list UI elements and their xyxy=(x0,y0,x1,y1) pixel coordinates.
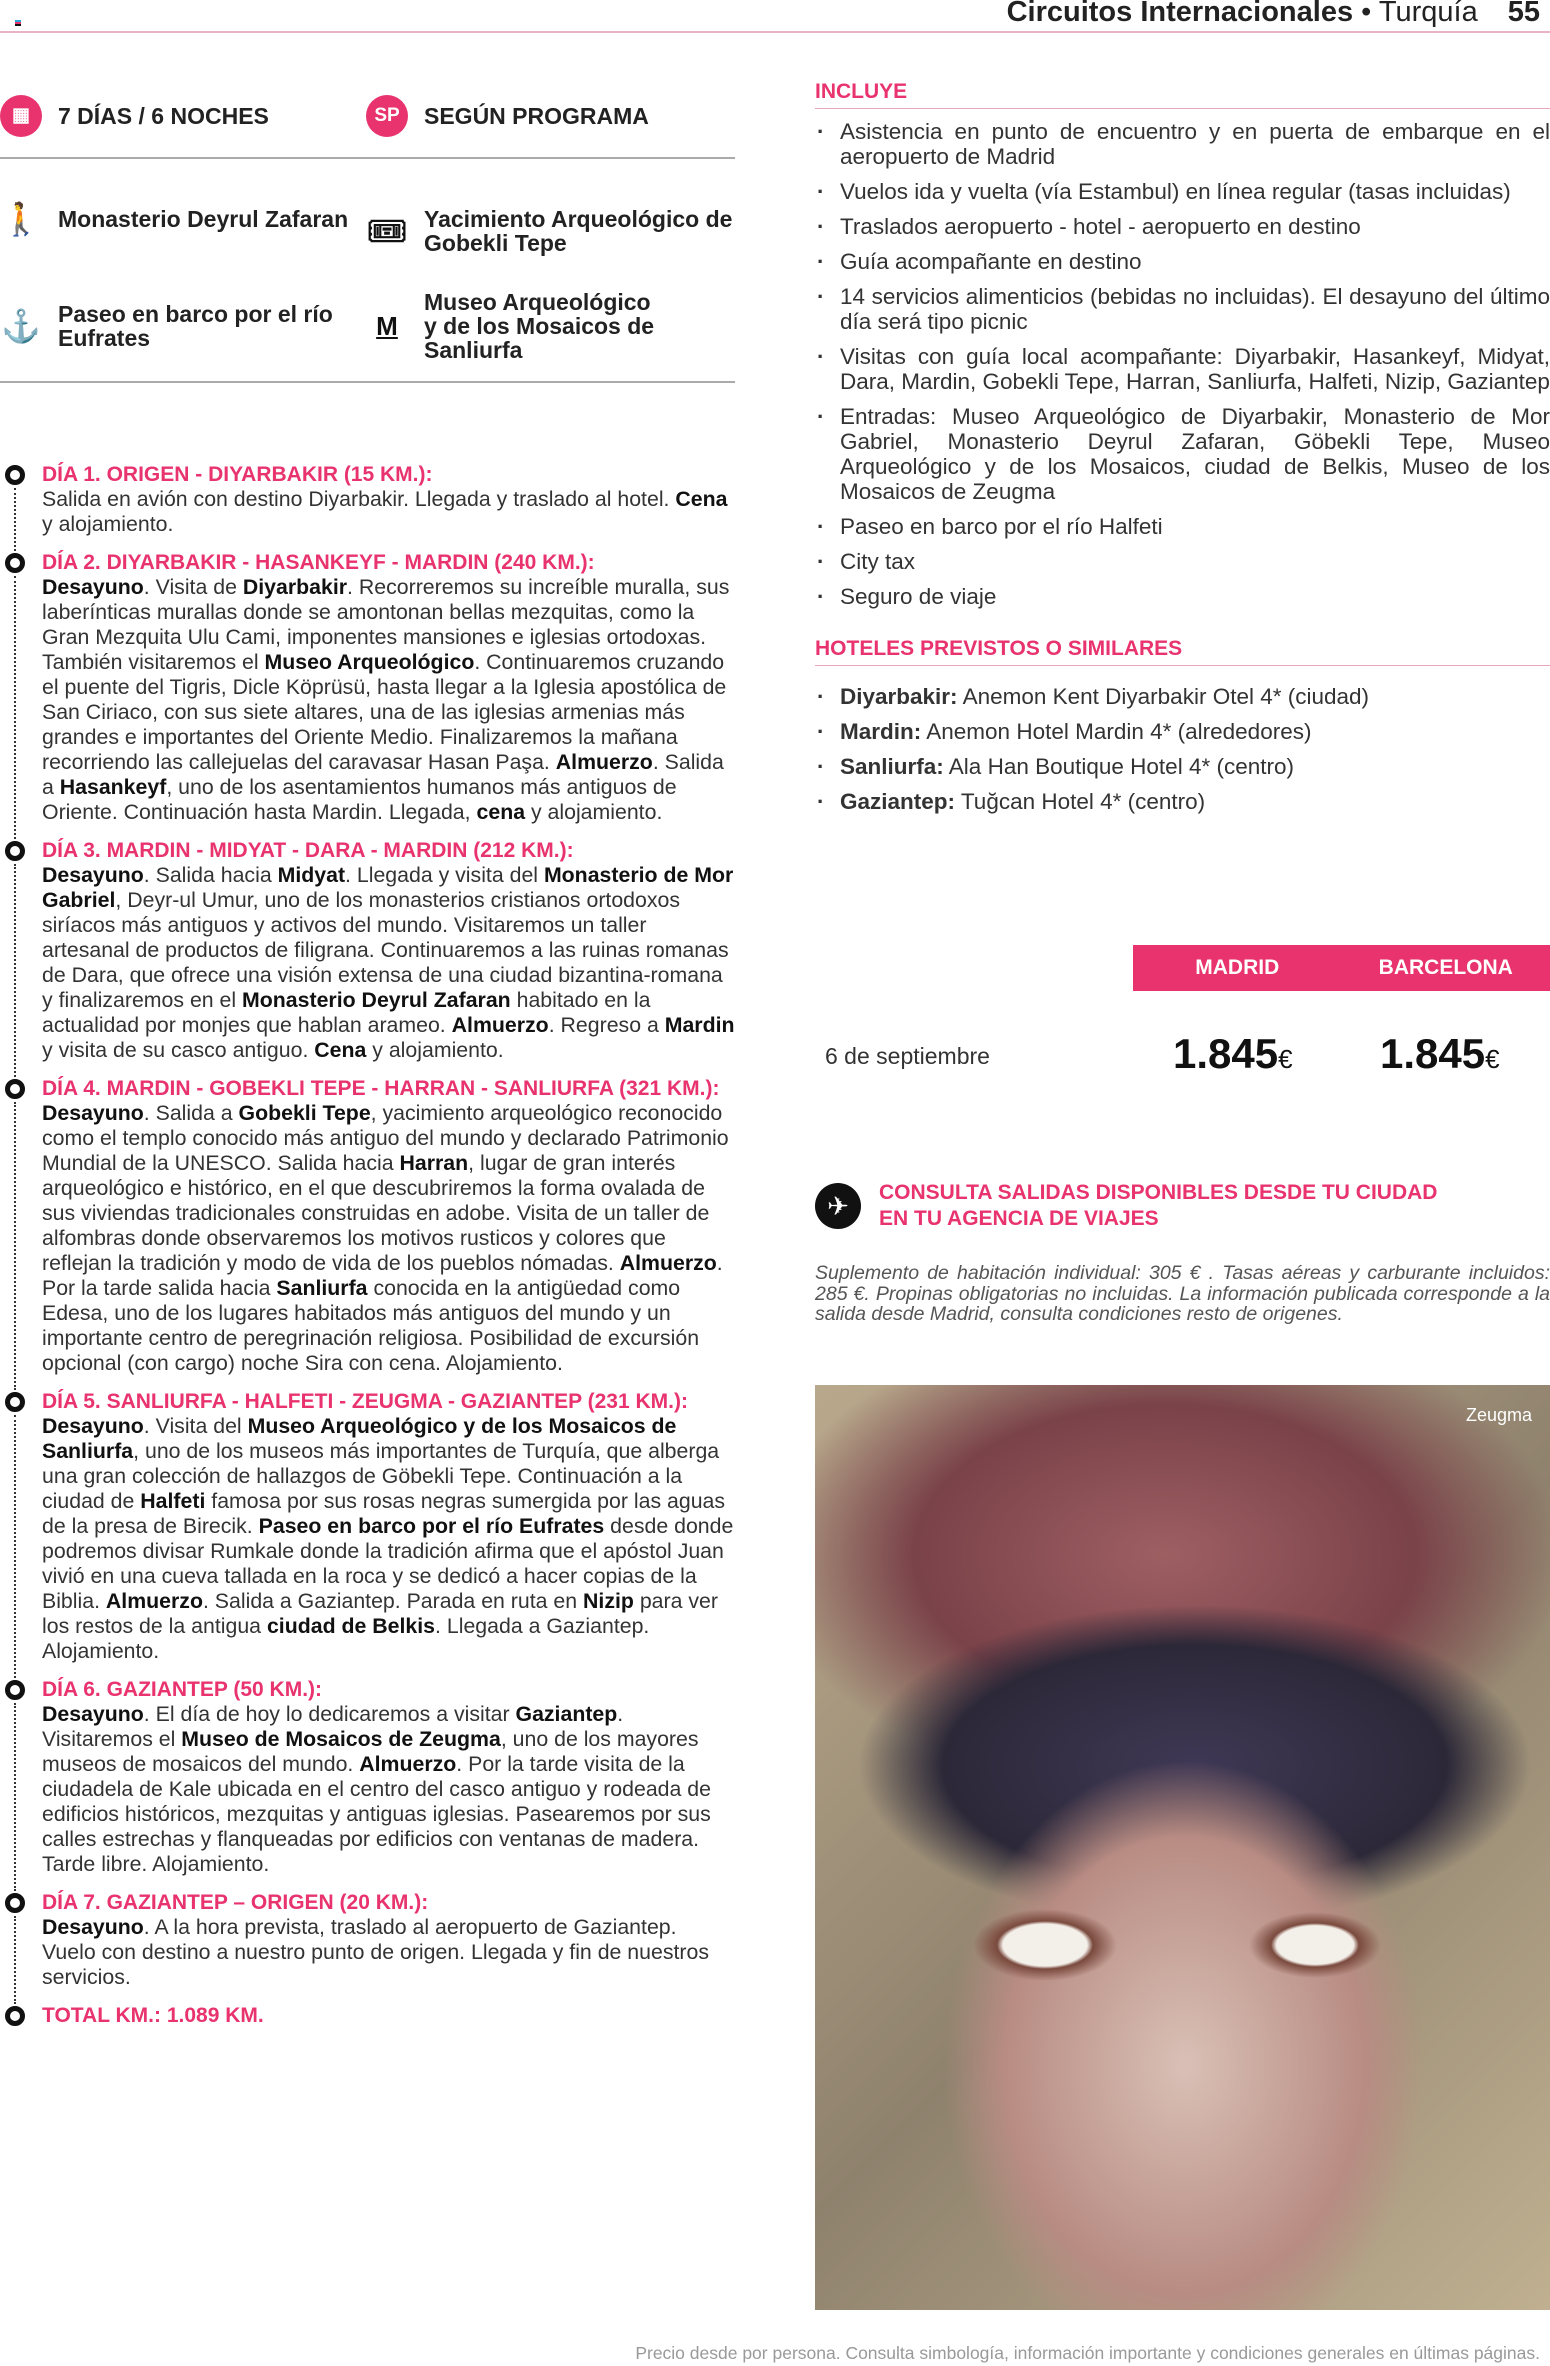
text-segment: . Visita de xyxy=(143,575,243,599)
day-description xyxy=(42,1414,735,1664)
include-item: · Visitas con guía local acompañante: Diyarbakir, Hasankeyf, Midyat, Dara, Mardin, Gobekli Tepe, Harran, Sanliurfa, Halfeti, Nizip, Gaziantep xyxy=(815,344,1550,394)
section-title: Circuitos Internacionales xyxy=(1006,0,1354,28)
price-value: 1.845 xyxy=(1173,1030,1279,1077)
text-segment: y alojamiento. xyxy=(525,800,663,824)
price-madrid xyxy=(1173,1030,1293,1078)
timeline-dot-icon xyxy=(5,465,25,485)
highlight-text: Desayuno xyxy=(42,1414,144,1438)
day-entry xyxy=(0,2003,735,2028)
highlight-text: Mardin xyxy=(664,1013,735,1037)
day-title: DÍA 5. SANLIURFA - HALFETI - ZEUGMA - GAZIANTEP (231 KM.): xyxy=(42,1390,688,1413)
day-entry xyxy=(0,1890,735,1990)
consult-line: EN TU AGENCIA DE VIAJES xyxy=(879,1207,1159,1230)
print-color-mark xyxy=(15,20,21,26)
highlight-text: Gaziantep xyxy=(515,1702,618,1726)
duration-label: 7 DÍAS / 6 NOCHES xyxy=(58,103,269,129)
day-title: DÍA 3. MARDIN - MIDYAT - DARA - MARDIN (212 KM.): xyxy=(42,839,574,862)
text-segment: Salida en avión con destino Diyarbakir. Llegada y traslado al hotel. xyxy=(42,487,676,511)
highlight-label: Paseo en barco por el río Eufrates xyxy=(58,301,333,351)
timeline-dot-icon xyxy=(5,841,25,861)
highlight-text: Hasankeyf xyxy=(59,775,167,799)
include-item: · Asistencia en punto de encuentro y en puerta de embarque en el aeropuerto de Madrid xyxy=(815,119,1550,169)
hotel-city: Gaziantep: xyxy=(840,789,956,814)
consult-line: CONSULTA SALIDAS DISPONIBLES DESDE TU CIUDAD xyxy=(879,1181,1438,1204)
hotel-item xyxy=(815,684,1550,709)
ticket-icon: 🎟 xyxy=(366,213,408,249)
text-segment: , uno de los asentamientos humanos más antiguos de Oriente. Continuación hasta Mardin. Llegada, xyxy=(42,775,677,824)
day-entry xyxy=(0,1389,735,1664)
highlight-text: Almuerzo xyxy=(105,1589,203,1613)
highlight-text: Monasterio de Mor Gabriel xyxy=(42,863,734,912)
text-segment: . Llegada y visita del xyxy=(345,863,544,887)
text-segment: desde donde podremos divisar Rumkale donde la tradición afirma que el apóstol Juan vivió en una cueva tallada en la roca y se dedicó a hacer copias de la Biblia. xyxy=(42,1514,734,1613)
text-segment: famosa por sus rosas negras sumergida por las aguas de la presa de Birecik. xyxy=(42,1489,726,1538)
col-barcelona: BARCELONA xyxy=(1378,956,1513,979)
highlight xyxy=(366,207,736,255)
highlight-text: Desayuno xyxy=(42,1702,144,1726)
timeline-line xyxy=(14,1415,16,1678)
departure-date: 6 de septiembre xyxy=(825,1043,990,1069)
highlight-text: ciudad de Belkis xyxy=(266,1614,436,1638)
meals xyxy=(366,95,649,137)
highlight xyxy=(366,290,666,362)
timeline-dot-icon xyxy=(5,1079,25,1099)
hotel-name: Tuğcan Hotel 4* (centro) xyxy=(960,789,1206,814)
country-name: Turquía xyxy=(1378,0,1478,28)
sp-badge-icon: SP xyxy=(366,95,408,137)
includes-title: INCLUYE xyxy=(815,80,1550,109)
highlight-text: Midyat xyxy=(277,863,346,887)
text-segment: . Visitaremos el xyxy=(42,1702,624,1751)
text-segment: . Por la tarde visita de la ciudadela de Kale ubicada en el centro del casco antiguo y rodeada de edificios históricos, mezquitas y antiguas iglesias. Pasearemos por sus calles estrechas y flanqueadas por edificios con ventanas de madera. Tarde libre. Alojamiento. xyxy=(42,1752,711,1876)
highlight-text: Sanliurfa xyxy=(276,1276,368,1300)
day-title: DÍA 6. GAZIANTEP (50 KM.): xyxy=(42,1678,323,1701)
timeline-dot-icon xyxy=(5,553,25,573)
highlight-text: Nizip xyxy=(583,1589,634,1613)
timeline-dot-icon xyxy=(5,2006,25,2026)
text-segment: , yacimiento arqueológico reconocido como el templo conocido más antiguo del mundo y declarado Patrimonio Mundial de la UNESCO. Salida hacia xyxy=(42,1101,729,1175)
includes-list xyxy=(815,119,1550,609)
price-table-header xyxy=(1133,945,1550,991)
col-madrid: MADRID xyxy=(1195,956,1280,979)
hotel-name: Anemon Kent Diyarbakir Otel 4* (ciudad) xyxy=(962,684,1370,709)
day-title: DÍA 4. MARDIN - GOBEKLI TEPE - HARRAN - SANLIURFA (321 KM.): xyxy=(42,1077,720,1100)
hotel-city: Sanliurfa: xyxy=(840,754,944,779)
timeline-line xyxy=(14,864,16,1077)
highlight-text: Diyarbakir xyxy=(242,575,348,599)
highlight-text: cena xyxy=(476,800,526,824)
include-item: · Seguro de viaje xyxy=(815,584,1550,609)
highlight-text: Museo de Mosaicos de Zeugma xyxy=(181,1727,501,1751)
hotel-item xyxy=(815,789,1550,814)
hotel-name: Ala Han Boutique Hotel 4* (centro) xyxy=(948,754,1294,779)
divider xyxy=(0,157,735,159)
photo-caption: Zeugma xyxy=(1465,1405,1532,1425)
hotel-item xyxy=(815,719,1550,744)
text-segment: , lugar de gran interés arqueológico e histórico, en el que descubriremos la forma ovalada de sus viviendas tradicionales construidas en adobe. Visita de un taller de alfombras donde observaremos los motivos rusticos y colores que reflejan la tradición y modo de vida de los pueblos nómadas. xyxy=(42,1151,710,1275)
text-segment: y visita de su casco antiguo. xyxy=(42,1038,315,1062)
timeline-line xyxy=(14,1102,16,1390)
include-item: · Paseo en barco por el río Halfeti xyxy=(815,514,1550,539)
itinerary xyxy=(0,462,735,2041)
text-segment: conocida en la antigüedad como Edesa, uno de los lugares habitados más antiguos del mundo y un importante centro de peregrinación religiosa. Posibilidad de excursión opcional (con cargo) noche Sira con cena. Alojamiento. xyxy=(42,1276,700,1375)
day-entry xyxy=(0,462,735,537)
highlight xyxy=(0,302,366,350)
highlight-text: Desayuno xyxy=(42,1915,144,1939)
footer-note: Precio desde por persona. Consulta simbología, información importante y condiciones generales en últimas páginas. xyxy=(635,2343,1540,2363)
highlight-label: Monasterio Deyrul Zafaran xyxy=(58,206,349,232)
day-title: TOTAL KM.: 1.089 KM. xyxy=(42,2004,264,2027)
text-segment: habitado en la actualidad por monjes que hablan arameo. xyxy=(42,988,651,1037)
text-segment: . Regreso a xyxy=(548,1013,665,1037)
day-description xyxy=(42,1101,735,1376)
include-item: · Guía acompañante en destino xyxy=(815,249,1550,274)
include-item: · City tax xyxy=(815,549,1550,574)
highlight-text: Cena xyxy=(314,1038,367,1062)
text-segment: . Salida a xyxy=(143,1101,239,1125)
hotel-city: Diyarbakir: xyxy=(840,684,958,709)
details-column xyxy=(815,80,1550,824)
text-segment: . Recorreremos su increíble muralla, sus laberínticas murallas donde se amontonan bellas mezquitas, como la Gran Mezquita Ulu Cami, imponentes mansiones e iglesias ortodoxas. También visitaremos el xyxy=(42,575,730,674)
page-header xyxy=(1007,0,1540,29)
calendar-icon: ▦ xyxy=(0,95,42,137)
duration xyxy=(0,95,269,137)
currency: € xyxy=(1278,1044,1293,1074)
text-segment: y alojamiento. xyxy=(42,512,174,536)
anchor-icon: ⚓ xyxy=(1,308,41,344)
price-value: 1.845 xyxy=(1380,1030,1486,1077)
zeugma-mosaic-photo xyxy=(815,1385,1550,2310)
include-item: · Vuelos ida y vuelta (vía Estambul) en línea regular (tasas incluidas) xyxy=(815,179,1550,204)
highlight-text: Almuerzo xyxy=(555,750,653,774)
highlight-text: Almuerzo xyxy=(451,1013,549,1037)
text-segment: , uno de los mayores museos de mosaicos del mundo. xyxy=(42,1727,699,1776)
timeline-dot-icon xyxy=(5,1893,25,1913)
day-entry xyxy=(0,550,735,825)
hotels-list xyxy=(815,684,1550,814)
highlight-text: Museo Arqueológico y de los Mosaicos de Sanliurfa xyxy=(42,1414,677,1463)
hiker-icon: 🚶 xyxy=(1,201,41,237)
text-segment: . Continuaremos cruzando el puente del Tigris, Dicle Köprüsü, hasta llegar a la Iglesia apostólica de San Ciriaco, con sus siete altares, una de las iglesias armenias más grandes e importantes del Oriente Medio. Finalizaremos la mañana recorriendo las callejuelas del caravasar Hasan Paşa. xyxy=(42,650,727,774)
text-segment: . El día de hoy lo dedicaremos a visitar xyxy=(143,1702,516,1726)
day-description xyxy=(42,863,735,1063)
currency: € xyxy=(1485,1044,1500,1074)
timeline-dot-icon xyxy=(5,1680,25,1700)
highlight-text: Gobekli Tepe xyxy=(238,1101,371,1125)
include-item: · Entradas: Museo Arqueológico de Diyarbakir, Monasterio de Mor Gabriel, Monasterio Deyrul Zafaran, Göbekli Tepe, Museo Arqueológico y de los Mosaicos, ciudad de Belkis, Museo de los Mosaicos de Zeugma xyxy=(815,404,1550,504)
day-title: DÍA 2. DIYARBAKIR - HASANKEYF - MARDIN (240 KM.): xyxy=(42,551,595,574)
meals-label: SEGÚN PROGRAMA xyxy=(424,103,649,129)
header-divider xyxy=(0,31,1550,33)
highlight-text: Desayuno xyxy=(42,575,144,599)
hotels-title: HOTELES PREVISTOS O SIMILARES xyxy=(815,637,1550,666)
hotel-city: Mardin: xyxy=(840,719,922,744)
hotel-name: Anemon Hotel Mardin 4* (alrededores) xyxy=(926,719,1312,744)
text-segment: . Salida a xyxy=(42,750,724,799)
text-segment: , Deyr-ul Umur, uno de los monasterios cristianos ortodoxos siríacos más antiguos y activos del mundo. Visitaremos un taller artesanal de productos de filigrana. Continuaremos a las ruinas romanas de Dara, que ofrece una visión extensa de una ciudad bizantina-romana y finalizaremos en el xyxy=(42,888,729,1012)
highlight-text: Paseo en barco por el río Eufrates xyxy=(258,1514,605,1538)
timeline-line xyxy=(14,576,16,839)
highlight-label: Yacimiento Arqueológico de Gobekli Tepe xyxy=(424,206,733,256)
text-segment: y alojamiento. xyxy=(366,1038,504,1062)
highlight-text: Monasterio Deyrul Zafaran xyxy=(242,988,511,1012)
day-description xyxy=(42,1702,735,1877)
text-segment: . Salida a Gaziantep. Parada en ruta en xyxy=(202,1589,584,1613)
consult-banner xyxy=(815,1180,1437,1232)
text-segment: para ver los restos de la antigua xyxy=(42,1589,718,1638)
highlight-text: Desayuno xyxy=(42,1101,144,1125)
text-segment: . Por la tarde salida hacia xyxy=(42,1251,723,1300)
timeline-line xyxy=(14,488,16,551)
day-entry xyxy=(0,838,735,1063)
page-number: 55 xyxy=(1507,0,1540,28)
day-description xyxy=(42,575,735,825)
text-segment: . A la hora prevista, traslado al aeropuerto de Gaziantep. Vuelo con destino a nuestro punto de origen. Llegada y fin de nuestros servicios. xyxy=(42,1915,709,1989)
highlight-text: Harran xyxy=(399,1151,469,1175)
text-segment: . Salida hacia xyxy=(143,863,278,887)
day-entry xyxy=(0,1076,735,1376)
timeline-line xyxy=(14,1916,16,2004)
timeline-line xyxy=(14,1703,16,1891)
airplane-icon: ✈ xyxy=(815,1183,861,1229)
day-description xyxy=(42,1915,735,1990)
include-item: · 14 servicios alimenticios (bebidas no incluidas). El desayuno del último día será tipo picnic xyxy=(815,284,1550,334)
highlight-text: Almuerzo xyxy=(359,1752,457,1776)
highlight xyxy=(0,201,360,237)
day-description xyxy=(42,487,735,537)
separator: • xyxy=(1361,0,1372,28)
supplement-note: Suplemento de habitación individual: 305 € . Tasas aéreas y carburante incluidos: 285 €. Propinas obligatorias no incluidas. La información publicada corresponde a la salida desde Madrid, consulta condiciones resto de origenes. xyxy=(815,1262,1550,1325)
include-item: · Traslados aeropuerto - hotel - aeropuerto en destino xyxy=(815,214,1550,239)
timeline-dot-icon xyxy=(5,1392,25,1412)
price-barcelona xyxy=(1380,1030,1500,1078)
day-title: DÍA 7. GAZIANTEP – ORIGEN (20 KM.): xyxy=(42,1891,429,1914)
highlight-text: Museo Arqueológico xyxy=(264,650,475,674)
hotel-item xyxy=(815,754,1550,779)
museum-icon: M xyxy=(376,311,398,341)
day-entry xyxy=(0,1677,735,1877)
highlight-text: Almuerzo xyxy=(619,1251,717,1275)
highlight-text: Cena xyxy=(675,487,728,511)
text-segment: . Llegada a Gaziantep. Alojamiento. xyxy=(42,1614,650,1663)
day-title: DÍA 1. ORIGEN - DIYARBAKIR (15 KM.): xyxy=(42,463,433,486)
text-segment: . Visita del xyxy=(143,1414,248,1438)
text-segment: , uno de los museos más importantes de Turquía, que alberga una gran colección de hallazgos de Göbekli Tepe. Continuación a la ciudad de xyxy=(42,1439,720,1513)
highlight-text: Halfeti xyxy=(140,1489,206,1513)
divider xyxy=(0,381,735,383)
highlight-text: Desayuno xyxy=(42,863,144,887)
highlight-label: Museo Arqueológico y de los Mosaicos de Sanliurfa xyxy=(424,289,655,363)
